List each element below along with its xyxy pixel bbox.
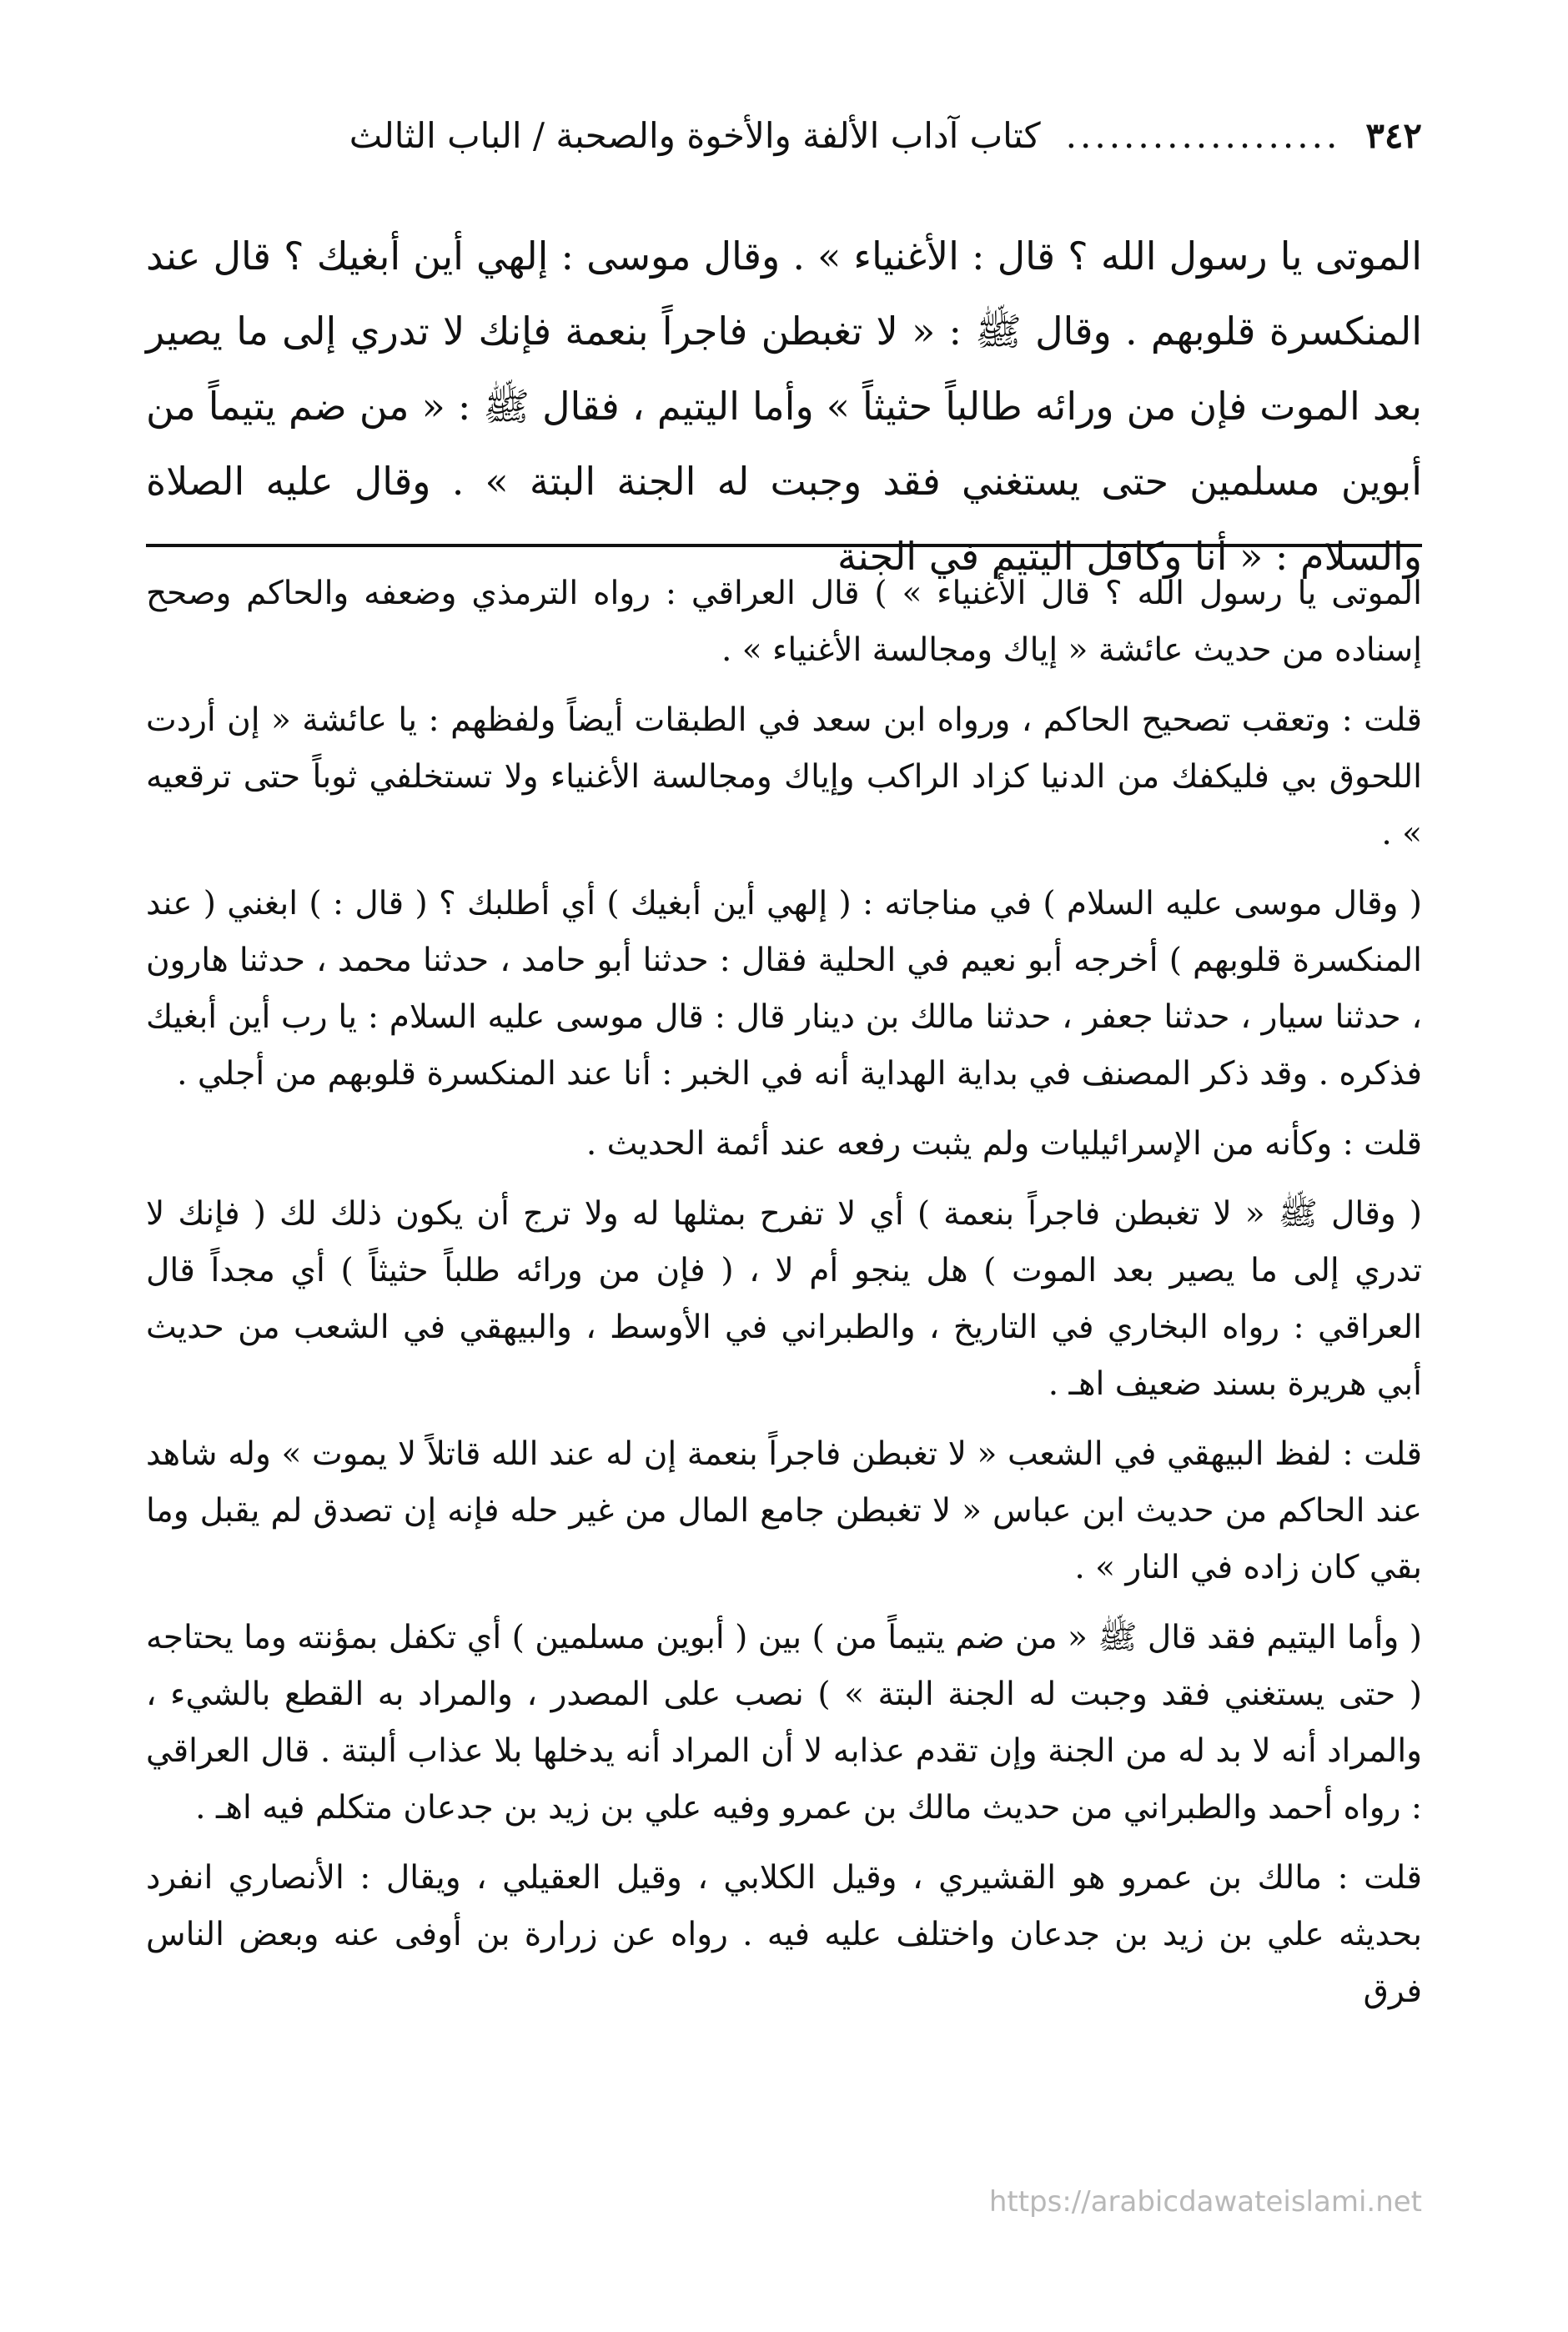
note-paragraph: ( وأما اليتيم فقد قال ﷺ « من ضم يتيماً من ) بين ( أبوين مسلمين ) أي تكفل بمؤنته وما يحتاجه ( حتى يستغني فقد وجبت له الجنة البتة » ) نصب على المصدر ، والمراد به القطع بالشيء ، والمراد أنه لا بد له من الجنة وإن تقدم عذابه لا أن المراد أنه يدخلها بلا عذاب ألبتة . قال العراقي : رواه أحمد والطبراني من حديث مالك بن عمرو وفيه علي بن زيد بن جدعان متكلم فيه اهـ . [146, 1619, 1422, 1827]
header-title: كتاب آداب الألفة والأخوة والصحبة / الباب الثالث [349, 115, 1041, 156]
main-text [146, 219, 1422, 594]
note-paragraph: الموتى يا رسول الله ؟ قال الأغنياء » ) قال العراقي : رواه الترمذي وضعفه والحاكم وصحح إسناده من حديث عائشة « إياك ومجالسة الأغنياء » . [146, 575, 1422, 669]
page-number: ٣٤٢ [1365, 115, 1422, 156]
note-paragraph: قلت : وتعقب تصحيح الحاكم ، ورواه ابن سعد في الطبقات أيضاً ولفظهم : يا عائشة « إن أردت اللحوق بي فليكفك من الدنيا كزاد الراكب وإياك ومجالسة الأغنياء ولا تستخلفي ثوباً حتى ترقعيه » . [146, 701, 1422, 852]
note-paragraph: قلت : لفظ البيهقي في الشعب « لا تغبطن فاجراً بنعمة إن له عند الله قاتلاً لا يموت » وله شاهد عند الحاكم من حديث ابن عباس « لا تغبطن جامع المال من غير حله فإنه إن تصدق لم يقبل وما بقي كان زاده في النار » . [146, 1435, 1422, 1586]
note-paragraph: قلت : وكأنه من الإسرائيليات ولم يثبت رفعه عند أئمة الحديث . [585, 1125, 1422, 1163]
running-header [146, 115, 1422, 165]
commentary-notes [146, 565, 1422, 2033]
note-paragraph: ( وقال ﷺ « لا تغبطن فاجراً بنعمة ) أي لا تفرح بمثلها له ولا ترج أن يكون ذلك لك ( فإنك لا تدري إلى ما يصير بعد الموت ) هل ينجو أم لا ، ( فإن من ورائه طلباً حثيثاً ) أي مجداً قال العراقي : رواه البخاري في التاريخ ، والطبراني في الأوسط ، والبيهقي في الشعب من حديث أبي هريرة بسند ضعيف اهـ . [146, 1195, 1422, 1403]
website-watermark: https://arabicdawateislami.net [988, 2185, 1422, 2219]
main-paragraph: الموتى يا رسول الله ؟ قال : الأغنياء » . وقال موسى : إلهي أين أبغيك ؟ قال عند المنكسرة قلوبهم . وقال ﷺ : « لا تغبطن فاجراً بنعمة فإنك لا تدري إلى ما يصير بعد الموت فإن من ورائه طالباً حثيثاً » وأما اليتيم ، فقال ﷺ : « من ضم يتيماً من أبوين مسلمين حتى يستغني فقد وجبت له الجنة البتة » . وقال عليه الصلاة والسلام : « أنا وكافل اليتيم في الجنة [146, 234, 1422, 579]
header-leader-dots: ................... [1065, 115, 1341, 156]
note-paragraph: قلت : مالك بن عمرو هو القشيري ، وقيل الكلابي ، وقيل العقيلي ، ويقال : الأنصاري انفرد بحديثه علي بن زيد بن جدعان واختلف عليه فيه . رواه عن زرارة بن أوفى عنه وبعض الناس فرق [146, 1859, 1422, 2010]
footnote-separator-rule [146, 544, 1422, 547]
note-paragraph: ( وقال موسى عليه السلام ) في مناجاته : ( إلهي أين أبغيك ) أي أطلبك ؟ ( قال : ) ابغني ( عند المنكسرة قلوبهم ) أخرجه أبو نعيم في الحلية فقال : حدثنا أبو حامد ، حدثنا محمد ، حدثنا هارون ، حدثنا سيار ، حدثنا جعفر ، حدثنا مالك بن دينار قال : قال موسى عليه السلام : يا رب أين أبغيك فذكره . وقد ذكر المصنف في بداية الهداية أنه في الخبر : أنا عند المنكسرة قلوبهم من أجلي . [146, 885, 1422, 1093]
